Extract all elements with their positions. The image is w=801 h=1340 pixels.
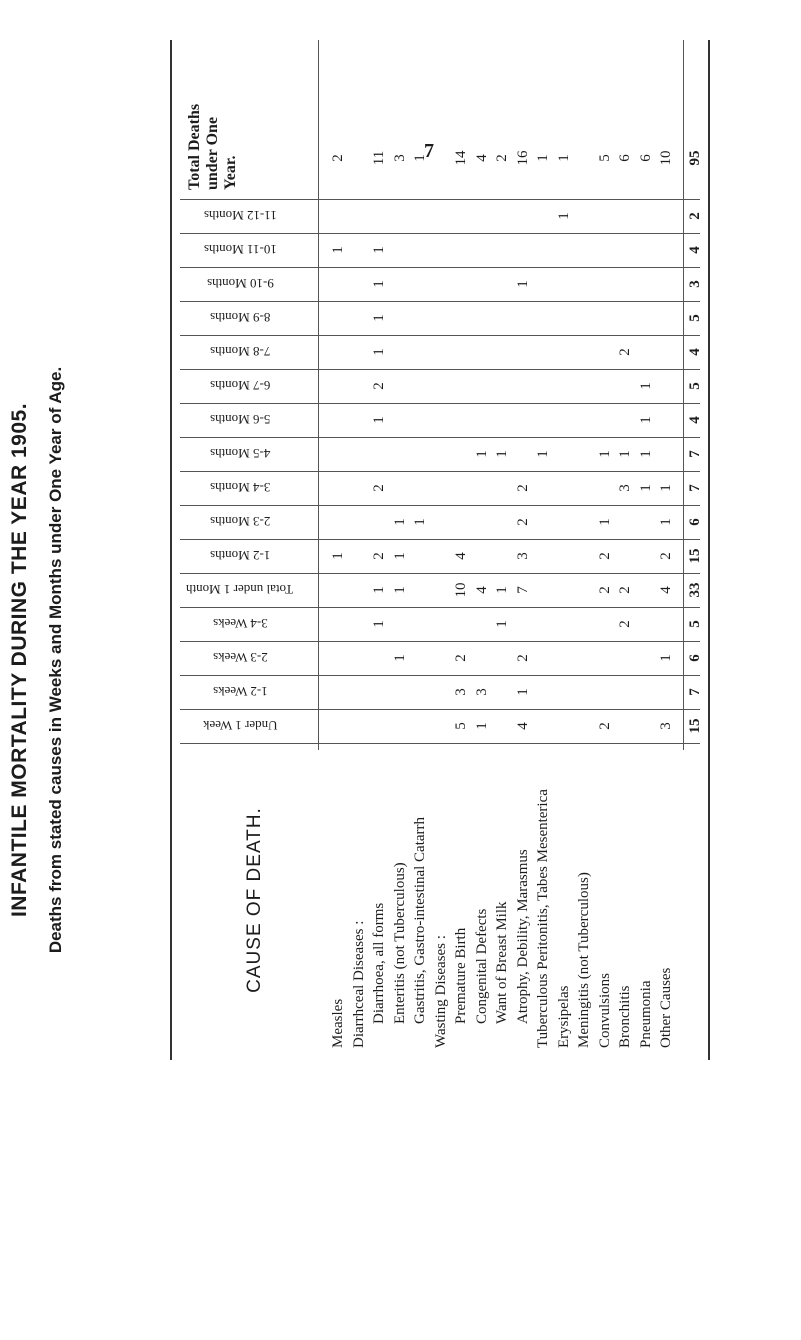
table-cell: 2 bbox=[371, 552, 387, 560]
table-cell: 1 bbox=[617, 450, 633, 458]
column-header-label: Under 1 Week bbox=[202, 718, 278, 733]
row-total: 6 bbox=[637, 154, 654, 162]
table-cell: 7 bbox=[514, 586, 531, 594]
table-cell: 1 bbox=[494, 586, 510, 594]
row-total: 2 bbox=[330, 154, 346, 162]
table-cell: 1 bbox=[330, 246, 346, 254]
column-header-label: Total under 1 Month bbox=[186, 582, 294, 597]
table-cell: 2 bbox=[596, 552, 613, 560]
table-cell: 1 bbox=[371, 586, 387, 594]
column-header-label: 2-3 Weeks bbox=[212, 650, 268, 665]
row-cause: Premature Birth bbox=[453, 927, 469, 1024]
table-cell: 1 bbox=[658, 518, 674, 526]
table-cell: 1 bbox=[637, 484, 654, 492]
row-cause: Congenital Defects bbox=[473, 908, 490, 1024]
table-cell: 2 bbox=[658, 552, 674, 560]
table-cell: 2 bbox=[514, 484, 531, 492]
row-total: 4 bbox=[473, 154, 490, 162]
row-cause: Tuberculous Peritonitis, Tabes Mesenterica bbox=[535, 789, 551, 1048]
totals-cell: 4 bbox=[686, 246, 703, 254]
table-cell: 1 bbox=[371, 348, 387, 356]
table-cell: 1 bbox=[371, 314, 387, 322]
column-divider bbox=[180, 539, 700, 540]
table-cell: 5 bbox=[453, 722, 469, 730]
column-divider bbox=[180, 199, 700, 200]
table-cell: 4 bbox=[453, 552, 469, 560]
table-bottom-rule bbox=[708, 40, 710, 1060]
row-cause: Measles bbox=[330, 998, 346, 1048]
column-header-label: 8-9 Months bbox=[209, 310, 271, 325]
column-header-label: 9-10 Months bbox=[206, 276, 274, 291]
totals-cell: 15 bbox=[686, 548, 703, 564]
table-cell: 1 bbox=[473, 450, 490, 458]
row-cause: Bronchitis bbox=[617, 985, 633, 1048]
table-cell: 1 bbox=[473, 722, 490, 730]
table-cell: 1 bbox=[391, 518, 408, 526]
table-top-rule bbox=[170, 40, 172, 1060]
table-cell: 2 bbox=[596, 722, 613, 730]
table-cell: 1 bbox=[637, 416, 654, 424]
row-total: 11 bbox=[371, 150, 387, 166]
column-header-label: 1-2 Weeks bbox=[212, 684, 268, 699]
grand-total: 95 bbox=[686, 150, 703, 166]
totals-cell: 6 bbox=[686, 654, 703, 662]
table-cell: 4 bbox=[473, 586, 490, 594]
column-header-label: 4-5 Months bbox=[209, 446, 271, 461]
row-total: 6 bbox=[617, 154, 633, 162]
row-total: 10 bbox=[658, 150, 674, 166]
table-cell: 10 bbox=[453, 582, 469, 598]
column-divider bbox=[180, 743, 700, 744]
table-cell: 2 bbox=[371, 382, 387, 390]
table-cell: 1 bbox=[371, 246, 387, 254]
table-cell: 3 bbox=[617, 484, 633, 492]
row-total: 14 bbox=[453, 150, 469, 166]
column-divider bbox=[180, 709, 700, 710]
column-header-label: 3-4 Weeks bbox=[212, 616, 268, 631]
row-total: 3 bbox=[391, 154, 408, 162]
row-cause: Diarrhceal Diseases : bbox=[350, 920, 367, 1048]
column-divider bbox=[180, 301, 700, 302]
row-total: 16 bbox=[514, 150, 531, 166]
table-cell: 1 bbox=[535, 450, 551, 458]
totals-cell: 15 bbox=[686, 718, 703, 734]
page-number: 7 bbox=[424, 140, 434, 162]
table-cell: 1 bbox=[514, 688, 531, 696]
table-cell: 1 bbox=[596, 518, 613, 526]
column-header-label: 3-4 Months bbox=[209, 480, 271, 495]
table-cell: 1 bbox=[412, 518, 428, 526]
table-cell: 2 bbox=[617, 348, 633, 356]
row-cause: Atrophy, Debility, Marasmus bbox=[514, 849, 531, 1024]
totals-cell: 3 bbox=[686, 280, 703, 288]
table-cell: 1 bbox=[371, 416, 387, 424]
table-cell: 2 bbox=[514, 518, 531, 526]
totals-cell: 5 bbox=[686, 382, 703, 390]
table-cell: 1 bbox=[494, 620, 510, 628]
row-cause: Pneumonia bbox=[637, 980, 654, 1048]
page-title: INFANTILE MORTALITY DURING THE YEAR 1905. bbox=[8, 402, 31, 918]
row-total: 1 bbox=[535, 154, 551, 162]
table-cell: 2 bbox=[514, 654, 531, 662]
row-total: 2 bbox=[494, 154, 510, 162]
table-cell: 1 bbox=[330, 552, 346, 560]
column-header-label: 10-11 Months bbox=[203, 242, 277, 257]
column-divider bbox=[180, 675, 700, 676]
row-cause: Gastritis, Gastro-intestinal Catarrh bbox=[412, 816, 428, 1024]
table-cell: 2 bbox=[596, 586, 613, 594]
row-total: 1 bbox=[555, 154, 572, 162]
column-divider bbox=[180, 267, 700, 268]
table-cell: 1 bbox=[391, 586, 408, 594]
column-header-label: 7-8 Months bbox=[209, 344, 271, 359]
totals-cell: 6 bbox=[686, 518, 703, 526]
totals-cell: 7 bbox=[686, 688, 703, 696]
table-cell: 1 bbox=[514, 280, 531, 288]
table-cell: 3 bbox=[514, 552, 531, 560]
table-cell: 1 bbox=[658, 484, 674, 492]
table-cell: 4 bbox=[658, 586, 674, 594]
column-header-label: 1-2 Months bbox=[209, 548, 271, 563]
column-divider bbox=[180, 233, 700, 234]
totals-cell: 33 bbox=[686, 582, 703, 598]
table-cell: 3 bbox=[453, 688, 469, 696]
column-header-label: 5-6 Months bbox=[209, 412, 271, 427]
table-cell: 1 bbox=[371, 620, 387, 628]
page-subtitle: Deaths from stated causes in Weeks and Months under One Year of Age. bbox=[46, 366, 65, 954]
column-header-label: 6-7 Months bbox=[209, 378, 271, 393]
table-cell: 2 bbox=[453, 654, 469, 662]
table-cell: 1 bbox=[637, 450, 654, 458]
totals-divider bbox=[683, 40, 684, 750]
totals-cell: 4 bbox=[686, 348, 703, 356]
header-divider bbox=[318, 40, 319, 750]
row-cause: Convulsions bbox=[596, 972, 613, 1048]
table-cell: 1 bbox=[391, 552, 408, 560]
row-cause: Wasting Diseases : bbox=[432, 935, 449, 1048]
table-cell: 1 bbox=[658, 654, 674, 662]
table-cell: 1 bbox=[494, 450, 510, 458]
totals-cell: 7 bbox=[686, 450, 703, 458]
row-cause: Other Causes bbox=[658, 967, 674, 1048]
row-total: 1 bbox=[412, 154, 428, 162]
totals-cell: 5 bbox=[686, 620, 703, 628]
table-cell: 2 bbox=[617, 620, 633, 628]
cause-header: CAUSE OF DEATH. bbox=[244, 807, 265, 993]
totals-cell: 5 bbox=[686, 314, 703, 322]
row-total: 5 bbox=[596, 154, 613, 162]
table-cell: 4 bbox=[514, 722, 531, 730]
totals-cell: 4 bbox=[686, 416, 703, 424]
row-cause: Enteritis (not Tuberculous) bbox=[391, 862, 408, 1024]
totals-cell: 7 bbox=[686, 484, 703, 492]
table-cell: 1 bbox=[391, 654, 408, 662]
row-cause: Meningitis (not Tuberculous) bbox=[576, 872, 592, 1048]
table-cell: 3 bbox=[658, 722, 674, 730]
table-cell: 1 bbox=[371, 280, 387, 288]
row-cause: Diarrhoea, all forms bbox=[371, 902, 387, 1024]
totals-cell: 2 bbox=[686, 212, 703, 220]
row-cause: Want of Breast Milk bbox=[494, 901, 510, 1024]
table-cell: 1 bbox=[555, 212, 572, 220]
total-header: Total Deaths under One Year. bbox=[186, 103, 239, 190]
column-header-label: 11-12 Months bbox=[203, 208, 277, 223]
column-divider bbox=[180, 403, 700, 404]
table-cell: 2 bbox=[371, 484, 387, 492]
table-cell: 3 bbox=[473, 688, 490, 696]
table-cell: 1 bbox=[596, 450, 613, 458]
row-cause: Erysipelas bbox=[555, 985, 572, 1048]
table-cell: 2 bbox=[617, 586, 633, 594]
column-header-label: 2-3 Months bbox=[209, 514, 271, 529]
table-cell: 1 bbox=[637, 382, 654, 390]
